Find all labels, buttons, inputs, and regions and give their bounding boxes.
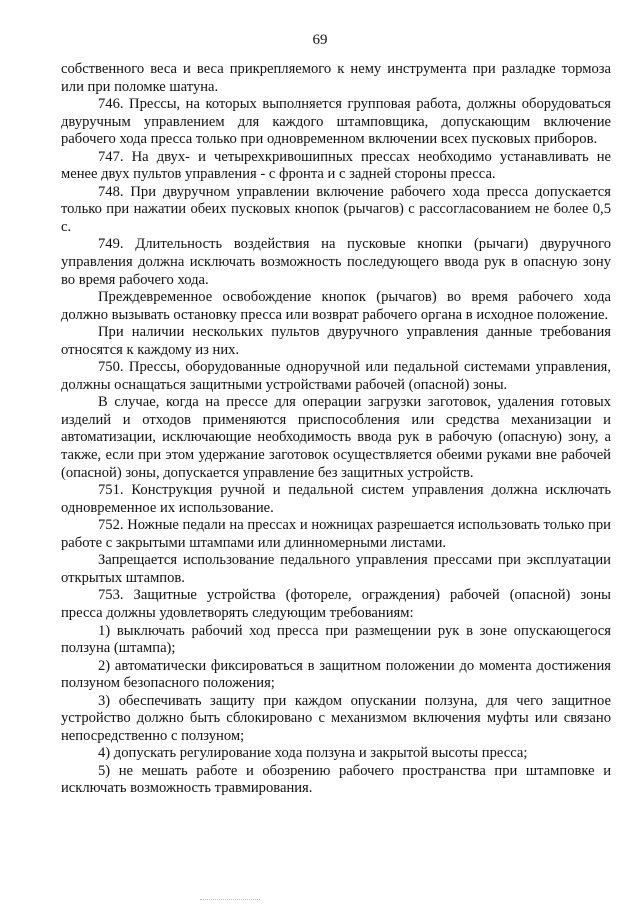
paragraph: 1) выключать рабочий ход пресса при размещении рук в зоне опускающегося ползуна (штампа);	[61, 622, 611, 657]
paragraph: собственного веса и веса прикрепляемого к нему инструмента при разладке тормоза или при поломке шатуна.	[61, 61, 611, 95]
scan-artifact-divider	[200, 899, 260, 901]
paragraph: 750. Прессы, оборудованные одноручной или педальной системами управления, должны оснащаться защитными устройствами рабочей (опасной) зоны.	[61, 359, 611, 393]
paragraph: При наличии нескольких пультов двуручного управления данные требования относятся к каждому из них.	[61, 324, 611, 358]
paragraph: 748. При двуручном управлении включение рабочего хода пресса допускается только при нажатии обеих пусковых кнопок (рычагов) с рассогласованием не более 0,5 с.	[61, 183, 611, 235]
paragraph: 751. Конструкция ручной и педальной систем управления должна исключать одновременное их использование.	[61, 482, 611, 516]
paragraph: 2) автоматически фиксироваться в защитном положении до момента достижения ползуном безопасного положения;	[61, 657, 611, 692]
paragraph: 746. Прессы, на которых выполняется групповая работа, должны оборудоваться двуручным управлением для каждого штамповщика, допускающим включение рабочего хода пресса только при одновременном включении всех пусковых приборов.	[61, 96, 611, 148]
paragraph: 753. Защитные устройства (фотореле, ограждения) рабочей (опасной) зоны пресса должны удовлетворять следующим требованиям:	[61, 587, 611, 621]
paragraph: В случае, когда на прессе для операции загрузки заготовок, удаления готовых изделий и отходов применяются приспособления или средства механизации и автоматизации, исключающие необходимость ввода рук в рабочую (опасную) зону, а также, если при этом удержание заготовок осуществляется обеими руками вне рабочей (опасной) зоны, допускается управление без защитных устройств.	[61, 394, 611, 481]
paragraph: 5) не мешать работе и обозрению рабочего пространства при штамповке и исключать возможность травмирования.	[61, 762, 611, 797]
paragraph: 4) допускать регулирование хода ползуна и закрытой высоты пресса;	[98, 745, 528, 762]
paragraph: 747. На двух- и четырехкривошипных прессах необходимо устанавливать не менее двух пультов управления - с фронта и с задней стороны пресса.	[61, 148, 611, 183]
paragraph: Запрещается использование педального управления прессами при эксплуатации открытых штампов.	[61, 552, 611, 586]
paragraph: 752. Ножные педали на прессах и ножницах разрешается использовать только при работе с закрытыми штампами или длинномерными листами.	[61, 517, 611, 551]
paragraph: Преждевременное освобождение кнопок (рычагов) во время рабочего хода должно вызывать остановку пресса или возврат рабочего органа в исходное положение.	[61, 289, 611, 323]
paragraph: 3) обеспечивать защиту при каждом опускании ползуна, для чего защитное устройство должно быть сблокировано с механизмом включения муфты или связано непосредственно с ползуном;	[61, 692, 611, 744]
document-body	[61, 61, 611, 798]
page-number: 69	[312, 32, 328, 48]
paragraph: 749. Длительность воздействия на пусковые кнопки (рычаги) двуручного управления должна исключать возможность последующего ввода рук в опасную зону во время рабочего хода.	[61, 236, 611, 288]
